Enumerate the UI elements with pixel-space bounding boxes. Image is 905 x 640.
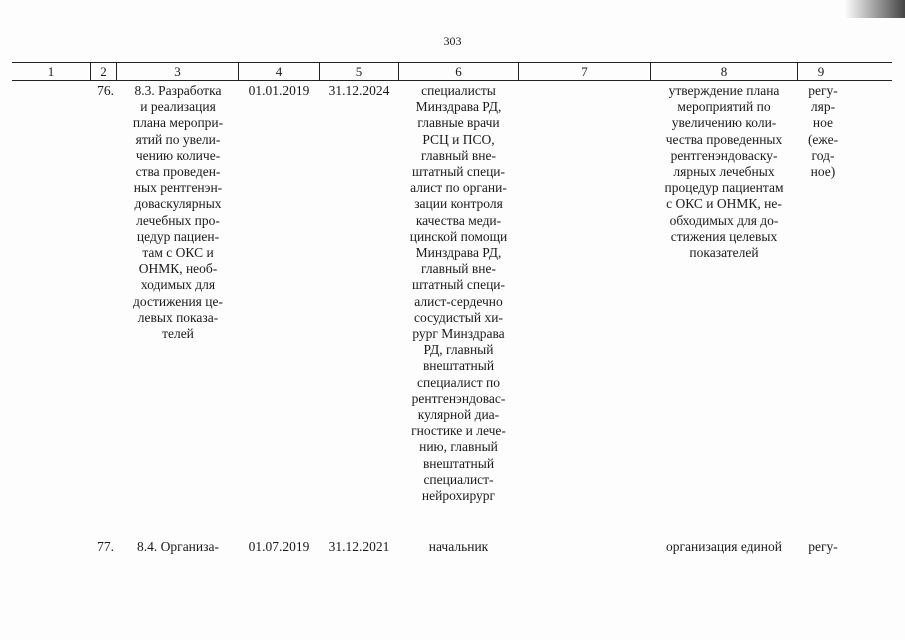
header-col-5: 5 [355,64,363,79]
header-col-4: 4 [275,64,283,79]
header-col-7: 7 [581,64,588,79]
header-col-9: 9 [817,64,825,79]
start-date-cell: 01.07.2019 [248,539,310,554]
header-col-3: 3 [174,64,181,79]
end-date-cell: 31.12.2024 [328,83,390,98]
header-col-1: 1 [47,64,55,79]
start-date-cell: 01.01.2019 [248,83,310,98]
frequency-cell: регу- ляр- ное (еже- год- ное) [807,83,839,180]
header-col-8: 8 [720,64,728,79]
frequency-cell: регу- [808,539,838,554]
row-number: 77. [97,539,114,554]
responsible-cell: специалисты Минздрава РД, главные врачи РСЦ и ПСО, главный вне- штатный специ- алист по органи- зации контроля качества меди- цинской помощи Минздрава РД, главный вне- штатный специ- алист-сердечно сосудистый хи- рург Минздрава РД, главный внештатный специалист по рентгенэндовас- кулярной диа- гностике и лече- нию, главный внештатный специалист- нейрохирург [409,83,508,504]
end-date-cell: 31.12.2021 [328,539,390,554]
header-col-6: 6 [455,64,462,79]
page-number: 303 [443,34,462,48]
activity-cell: 8.3. Разработка и реализация плана меропри- ятий по увели- чению количе- ства проведен- ных рентгенэн- доваскулярных лечебных про- цедур пациен- там с ОКС и ОНМК, необ- ходимых для достижения це- левых показа- телей [132,83,224,342]
result-cell: утверждение плана мероприятий по увеличению коли- чества проведенных рентгенэндоваску- лярных лечебных процедур пациентам с ОКС и ОНМК, не- обходимых для до- стижения целевых показателей [664,83,784,261]
activity-cell: 8.4. Организа- [137,539,219,554]
responsible-cell: начальник [428,539,489,554]
result-cell: организация единой [666,539,782,554]
row-number: 76. [97,83,114,98]
scan-edge-shadow [845,0,905,18]
header-col-2: 2 [100,64,107,79]
header-bottom-border [12,80,892,81]
